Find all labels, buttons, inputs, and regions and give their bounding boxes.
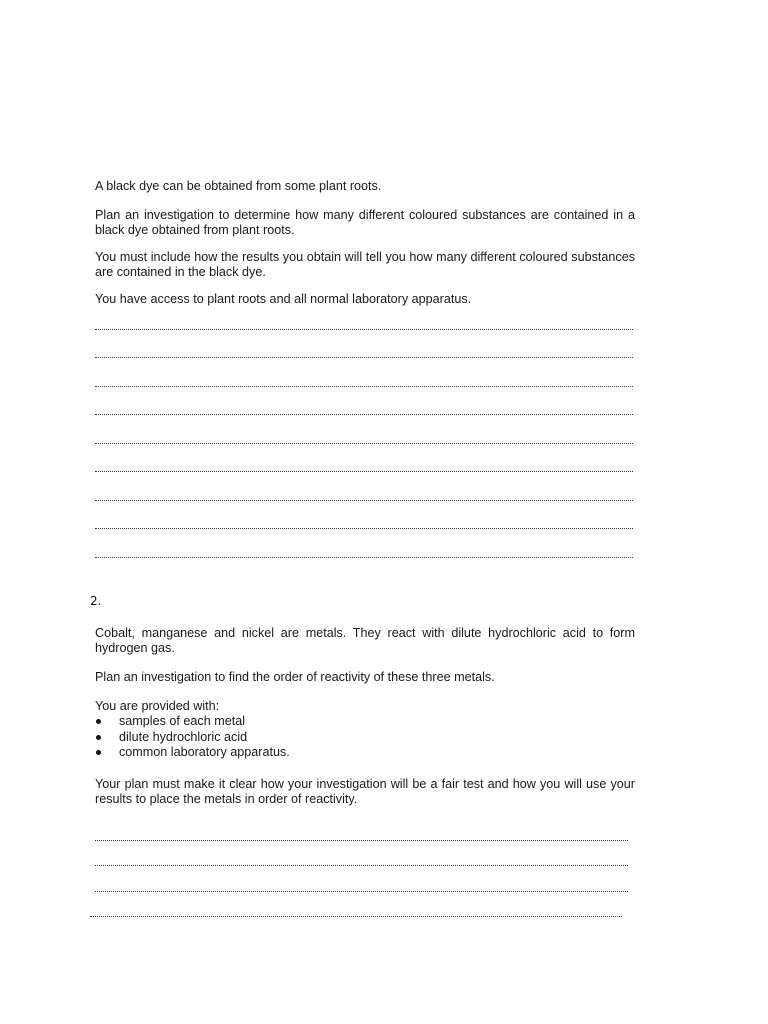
list-item: dilute hydrochloric acid [95, 730, 290, 746]
q2-task-text: Plan an investigation to find the order of reactivity of these three metals. [95, 670, 495, 684]
provided-items-list [95, 714, 290, 761]
q1-task-text: Plan an investigation to determine how many different coloured substances are contained in a black dye obtained from plant roots. [95, 208, 635, 237]
answer-line[interactable] [95, 865, 628, 866]
question-number: 2. [90, 594, 102, 608]
q2-provided-heading: You are provided with: [95, 699, 220, 713]
answer-line[interactable] [95, 528, 633, 529]
answer-line[interactable] [95, 840, 628, 841]
bullet-icon [96, 750, 101, 755]
answer-line[interactable] [95, 329, 633, 330]
list-item: samples of each metal [95, 714, 290, 730]
q1-intro-text: A black dye can be obtained from some plant roots. [95, 179, 382, 193]
q2-fair-test-text: Your plan must make it clear how your investigation will be a fair test and how you will use your results to place the metals in order of reactivity. [95, 777, 635, 806]
answer-line[interactable] [95, 386, 633, 387]
answer-line[interactable] [95, 557, 633, 558]
answer-line[interactable] [95, 414, 633, 415]
q1-requirement-text: You must include how the results you obtain will tell you how many different coloured substances are contained in the black dye. [95, 250, 635, 279]
q2-intro-text: Cobalt, manganese and nickel are metals. They react with dilute hydrochloric acid to form hydrogen gas. [95, 626, 635, 655]
answer-line[interactable] [95, 891, 628, 892]
q1-resources-text: You have access to plant roots and all normal laboratory apparatus. [95, 292, 472, 306]
bullet-icon [96, 719, 101, 724]
answer-line[interactable] [95, 357, 633, 358]
list-item: common laboratory apparatus. [95, 745, 290, 761]
answer-line[interactable] [90, 916, 622, 917]
answer-line[interactable] [95, 471, 633, 472]
answer-line[interactable] [95, 443, 633, 444]
bullet-icon [96, 735, 101, 740]
answer-line[interactable] [95, 500, 633, 501]
